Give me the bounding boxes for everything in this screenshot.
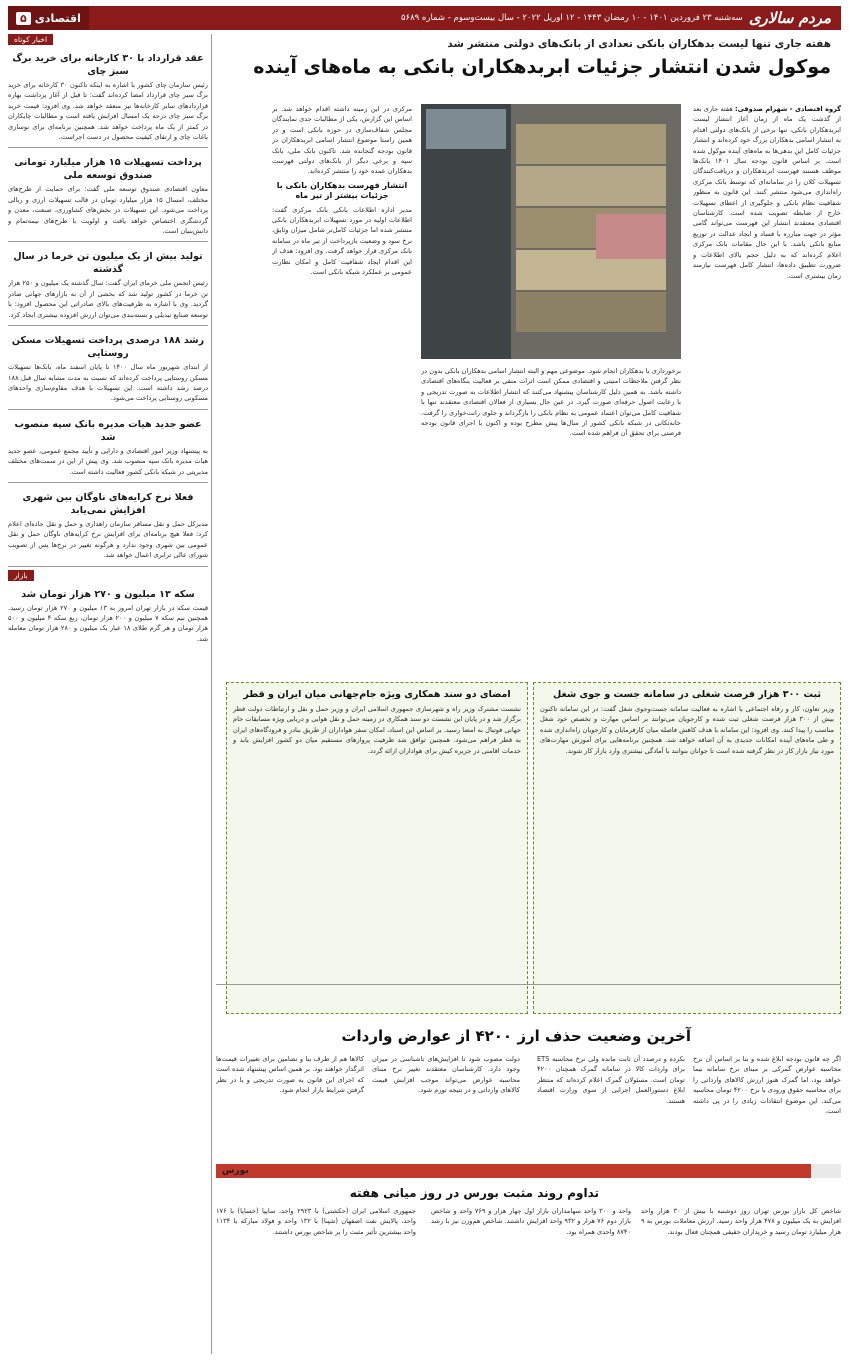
- mid-text-3: دولت مصوب شود تا افزایش‌های ناشناسی در میزان وجود دارد. کارشناسان معتقدند تغییر نرخ مبنای محاسبه عوارض می‌تواند موجب افزایش قیمت کالاهای وارداتی و در نتیجه تورم شود.: [372, 1055, 520, 1095]
- mid-text-4: کالاها هم از طرف بنا و تضامین برای تغییرات قیمت‌ها اثرگذار خواهند بود. بر همین اساس پیشنهاد شده است که اجرای این قانون به صورت تدریجی و با در نظر گرفتن شرایط بازار انجام شود.: [216, 1055, 364, 1095]
- lead-photo: [421, 104, 681, 359]
- sidebar-divider: [8, 325, 208, 326]
- lead-headline: موکول شدن انتشار جزئیات ابربدهکاران بانکی به ماه‌های آینده: [253, 56, 831, 78]
- lead-text-center-b: مدیر اداره اطلاعات بانکی بانک مرکزی گفت: اطلاعات اولیه در مورد تسهیلات ابربدهکاران بانکی منتشر شده اما جزئیات کامل‌تر شامل میزان وثایق، نرخ سود و وضعیت بازپرداخت از تیر ماه در سامانه بانک مرکزی قرار خواهد گرفت. وی افزود: هدف از این اقدام ایجاد شفافیت کامل و امکان نظارت عمومی بر عملکرد شبکه بانکی است.: [272, 205, 412, 277]
- box-qatar-title: امضای دو سند همکاری ویژه جام‌جهانی میان ایران و قطر: [243, 689, 511, 700]
- bourse-headline: تداوم روند مثبت بورس در روز میانی هفته: [349, 1186, 599, 1200]
- section-tag: [8, 6, 89, 30]
- issue-info: سه‌شنبه ۲۳ فروردین ۱۴۰۱ - ۱۰ رمضان ۱۴۴۳ - ۱۲ آوریل ۲۰۲۲ - سال بیست‌وسوم - شماره ۵۶۸۹: [400, 13, 743, 23]
- lead-kicker: هفته جاری تنها لیست بدهکاران بانکی تعدادی از بانک‌های دولتی منتشر شد: [447, 38, 831, 50]
- bourse-bar: [216, 1164, 841, 1178]
- sidebar-news: [8, 34, 208, 1354]
- bourse-text-1: شاخص کل بازار بورس تهران روز دوشنبه با بیش از ۳۰ هزار واحد افزایش به یک میلیون و ۴۷۸ هزار واحد رسید. ارزش معاملات بورس به ۹ هزار میلیارد تومان رسید و خریداران حقیقی همچنان فعال بودند.: [641, 1207, 841, 1236]
- sidebar-item: [8, 486, 208, 561]
- page-number: ۵: [16, 12, 31, 25]
- sidebar-item-body: رئیس انجمن ملی خرمای ایران گفت: سال گذشته یک میلیون و ۲۵۰ هزار تن خرما در کشور تولید شد که بخشی از آن به بازارهای جهانی صادر گردید. وی با اشاره به ظرفیت‌های بالای صادراتی این محصول افزود: با توسعه صنایع تبدیلی و بسته‌بندی می‌توان ارزش افزوده بیشتری ایجاد کرد.: [8, 279, 208, 319]
- sidebar-item: [8, 413, 208, 477]
- sidebar-item-body: رئیس سازمان چای کشور با اشاره به اینکه تاکنون ۳۰ کارخانه برای خرید برگ سبز چای قرارداد امضا کرده‌اند گفت: تا قبل از آغاز برداشت بهاره قراردادهای سایر کارخانه‌ها نیز منعقد خواهد شد. وی افزود: قیمت خرید برگ سبز چای درجه یک امسال افزایش یافته است و مطالبات چایکاران در کمتر از یک ماه پرداخت خواهد شد. همچنین برنامه‌ای برای نوسازی باغات چای و ارتقای کیفیت محصول در دست اجراست.: [8, 81, 208, 142]
- sidebar-item-body: مدیرکل حمل و نقل مسافر سازمان راهداری و حمل و نقل جاده‌ای اعلام کرد: فعلا هیچ برنامه‌ای برای افزایش نرخ کرایه‌های ناوگان حمل و نقل عمومی بین شهری وجود ندارد و هرگونه تغییر در نرخ‌ها پس از تصویب شورای عالی ترابری اعمال خواهد شد.: [8, 519, 208, 560]
- sidebar-item: [8, 47, 208, 142]
- mid-text-2: نکرده و درصدد آن ثابت مانده ولی نرخ محاسبه ETS برای واردات کالا در سامانه گمرک همچنان ۴۲۰۰ تومان است. مسئولان گمرک اعلام کرده‌اند که منتظر ابلاغ دستورالعمل اجرایی از سوی وزارت اقتصاد هستند.: [537, 1055, 685, 1105]
- box-qatar: [226, 682, 528, 1014]
- page-header: [8, 6, 841, 30]
- byline: گروه اقتصادی - شهرام صدوقی:: [734, 105, 841, 113]
- lead-column-center: [272, 104, 412, 672]
- newspaper-brand: مردم سالاری: [748, 9, 831, 27]
- box-qatar-body: نشست مشترک وزیر راه و شهرسازی جمهوری اسلامی ایران و وزیر حمل و نقل و ارتباطات دولت قطر برگزار شد و در پایان این نشست دو سند همکاری در زمینه حمل و نقل هوایی و دریایی ویژه مسابقات جام جهانی فوتبال به امضا رسید. بر اساس این اسناد، امکان سفر هواداران از طریق بنادر و فرودگاه‌های ایران به قطر فراهم می‌شود. همچنین توافق شد ظرفیت پروازهای مستقیم میان دو کشور افزایش یابد و خدمات اقامتی در جزیره کیش برای هواداران ارائه گردد.: [233, 705, 521, 755]
- lead-subheading: انتشار فهرست بدهکاران بانکی با جزئیات بیشتر از تیر ماه: [276, 180, 408, 201]
- sidebar-item: [8, 245, 208, 320]
- sidebar-item-title: تولید بیش از یک میلیون تن خرما در سال گذشته: [13, 251, 203, 276]
- sidebar-divider: [8, 409, 208, 410]
- sidebar-item-title: فعلا نرخ کرایه‌های ناوگان بین شهری افزایش نمی‌یابد: [22, 491, 194, 516]
- column-divider: [211, 34, 212, 1354]
- sidebar-item-body: از ابتدای شهریور ماه سال ۱۴۰۰ تا پایان اسفند ماه، بانک‌ها تسهیلات مسکن روستایی پرداخت کرده‌اند که نسبت به مدت مشابه سال قبل ۱۸۸ درصد رشد داشته است. این تسهیلات با هدف مقاوم‌سازی واحدهای مسکونی روستایی پرداخت می‌شود.: [8, 363, 208, 403]
- sidebar-item-title: سکه ۱۳ میلیون و ۲۷۰ هزار تومان شد: [21, 588, 195, 600]
- bourse-text-2: واحد و ۳۰۰ واحد سهامداران بازار اول چهار هزار و ۷۶۹ واحد و شاخص بازار دوم ۷۶ هزار و ۹۳۲ واحد افزایش داشتند. شاخص هم‌وزن نیز با رشد ۸۷۴۰ واحدی همراه بود.: [431, 1207, 631, 1236]
- bourse-accent-bar: [216, 1164, 811, 1178]
- mid-headline: آخرین وضعیت حذف ارز ۴۲۰۰ از عوارض واردات: [341, 1027, 691, 1045]
- lead-text-right: هفته جاری بعد از گذشت یک ماه از زمان آغاز انتشار لیست ابربدهکاران بانکی، تنها برخی از بانک‌های دولتی اقدام به انتشار اسامی بدهکاران بزرگ خود کرده‌اند و انتشار جزئیات کامل این بدهی‌ها به ماه‌های آینده موکول شده است. بر اساس قانون بودجه سال ۱۴۰۱ بانک‌ها موظف هستند فهرست ابربدهکاران و دریافت‌کنندگان تسهیلات کلان را در سامانه‌ای که توسط بانک مرکزی راه‌اندازی می‌شود منتشر کنند. این قانون به منظور شفافیت نظام بانکی و جلوگیری از اعطای تسهیلات خارج از ضابطه تصویب شده است. کارشناسان اقتصادی معتقدند انتشار این فهرست می‌تواند گامی مؤثر در جهت مبارزه با فساد و ایجاد عدالت در توزیع منابع بانکی باشد. با این حال مقامات بانک مرکزی اعلام کرده‌اند که به دلیل حجم بالای اطلاعات و ضرورت تطبیق داده‌ها، انتشار کامل فهرست نیازمند زمان بیشتری است.: [693, 105, 841, 280]
- bourse-label: بورس: [222, 1166, 249, 1176]
- sidebar-item: [8, 151, 208, 236]
- sidebar-item-title: عقد قرارداد با ۳۰ کارخانه برای خرید برگ سبز چای: [12, 53, 204, 77]
- bourse-text-3: جمهوری اسلامی ایران (حکشتی) با ۲۹۲۳ واحد، سایپا (خساپا) با ۱۷۶ واحد، پالایش نفت اصفهان (شپنا) با ۱۳۲ واحد و فولاد مبارکه با ۱۱۳۴ واحد بیشترین تأثیر مثبت را بر شاخص بورس داشتند.: [216, 1207, 416, 1236]
- bourse-column-3: [216, 1206, 416, 1354]
- box-jobs: [533, 682, 841, 1014]
- sidebar-label-bottom: بازار: [8, 570, 34, 581]
- sidebar-item-title: رشد ۱۸۸ درصدی پرداخت تسهیلات مسکن روستایی: [11, 335, 205, 360]
- sidebar-item-body: قیمت سکه در بازار تهران امروز به ۱۳ میلیون و ۲۷۰ هزار تومان رسید. همچنین نیم سکه ۷ میلیون و ۲۰۰ هزار تومان، ربع سکه ۴ میلیون و ۵۰۰ هزار تومان و هر گرم طلای ۱۸ عیار یک میلیون و ۲۸۰ هزار تومان معامله شد.: [8, 603, 208, 643]
- sidebar-item-title: عضو جدید هیات مدیره بانک سپه منصوب شد: [14, 418, 202, 443]
- sidebar-item: [8, 329, 208, 404]
- lead-text-left: برخورداری با بدهکاران انجام شود. موضوعی مهم و البته انتشار اسامی بدهکاران بانکی بدون در نظر گرفتن ملاحظات امنیتی و اقتصادی ممکن است اثرات منفی بر فعالیت بنگاه‌های اقتصادی داشته باشد. به همین دلیل کارشناسان پیشنهاد می‌کنند که انتشار اطلاعات به صورت تدریجی و با رعایت اصول حرفه‌ای صورت گیرد. در عین حال بسیاری از فعالان اقتصادی معتقدند تنها با شفافیت کامل می‌توان اعتماد عمومی به نظام بانکی را بازگرداند و جلوی رانت‌خواری را گرفت. خانه‌تکانی در شبکه بانکی کشور از سال‌ها پیش مطرح بوده و اکنون با اجرای قانون بودجه فرصتی برای تحقق آن فراهم شده است.: [421, 367, 681, 438]
- sidebar-divider: [8, 147, 208, 148]
- sidebar-item-title: پرداخت تسهیلات ۱۵ هزار میلیارد تومانی صندوق توسعه ملی: [14, 157, 202, 182]
- sidebar-divider: [8, 566, 208, 567]
- sidebar-divider: [8, 241, 208, 242]
- lead-text-center-a: مرکزی در این زمینه داشته اقدام خواهد شد. بر اساس این گزارش، یکی از مطالبات جدی نمایندگان مجلس شفاف‌سازی در حوزه بانکی است و در همین راستا موضوع انتشار اسامی ابربدهکاران در قانون بودجه گنجانده شد. تاکنون بانک ملی، بانک سپه و برخی دیگر از بانک‌های دولتی فهرست بدهکاران عمده خود را منتشر کرده‌اند.: [272, 105, 412, 176]
- sidebar-divider: [8, 482, 208, 483]
- sidebar-item-body: به پیشنهاد وزیر امور اقتصادی و دارایی و تأیید مجمع عمومی، عضو جدید هیات مدیره بانک سپه منصوب شد. وی پیش از این در سمت‌های مختلف مدیریتی در شبکه بانکی کشور فعالیت داشته است.: [8, 446, 208, 476]
- divider-mid: [216, 984, 841, 985]
- sidebar-item: [8, 583, 208, 645]
- sidebar-label-top: اخبار کوتاه: [8, 34, 53, 45]
- main-area: [216, 34, 841, 1354]
- bourse-column-1: [641, 1206, 841, 1354]
- bourse-column-2: [431, 1206, 631, 1354]
- section-name: اقتصادی: [34, 11, 81, 25]
- box-jobs-body: وزیر تعاون، کار و رفاه اجتماعی با اشاره به فعالیت سامانه جست‌وجوی شغل گفت: در این سامانه تاکنون بیش از ۳۰۰ هزار فرصت شغلی ثبت شده و کارجویان می‌توانند بر اساس مهارت و تخصص خود شغل مناسب را پیدا کنند. وی افزود: این سامانه با هدف کاهش فاصله میان کارفرمایان و کارجویان راه‌اندازی شده و طی ماه‌های آینده امکانات جدیدی به آن اضافه خواهد شد. همچنین برنامه‌هایی برای آموزش مهارت‌های مورد نیاز بازار کار در نظر گرفته شده است تا جوانان بتوانند با آمادگی بیشتری وارد بازار کار شوند.: [540, 705, 834, 755]
- box-jobs-title: ثبت ۳۰۰ هزار فرصت شغلی در سامانه جست و جوی شغل: [553, 689, 821, 700]
- mid-text-1: اگر چه قانون بودجه ابلاغ شده و بنا بر اساس آن نرخ محاسبه عوارض گمرکی بر مبنای نرخ سامانه نیما خواهد بود، اما گمرک هنوز ارزش کالاهای وارداتی را برای محاسبه حقوق ورودی با نرخ ۴۲۰۰ تومان محاسبه می‌کند. این موضوع انتقادات زیادی را در پی داشته است.: [693, 1055, 841, 1116]
- lead-column-below-photo: [421, 366, 681, 672]
- lead-column-right: [693, 104, 841, 672]
- money-photo-illustration: [421, 104, 681, 359]
- sidebar-item-body: معاون اقتصادی صندوق توسعه ملی گفت: برای حمایت از طرح‌های مختلف، امسال ۱۵ هزار میلیارد تومان در قالب تسهیلات ارزی و ریالی پرداخت می‌شود. این تسهیلات در بخش‌های کشاورزی، صنعت، معدن و گردشگری اختصاص خواهد یافت و اولویت با طرح‌های نیمه‌تمام و دانش‌بنیان است.: [8, 185, 208, 236]
